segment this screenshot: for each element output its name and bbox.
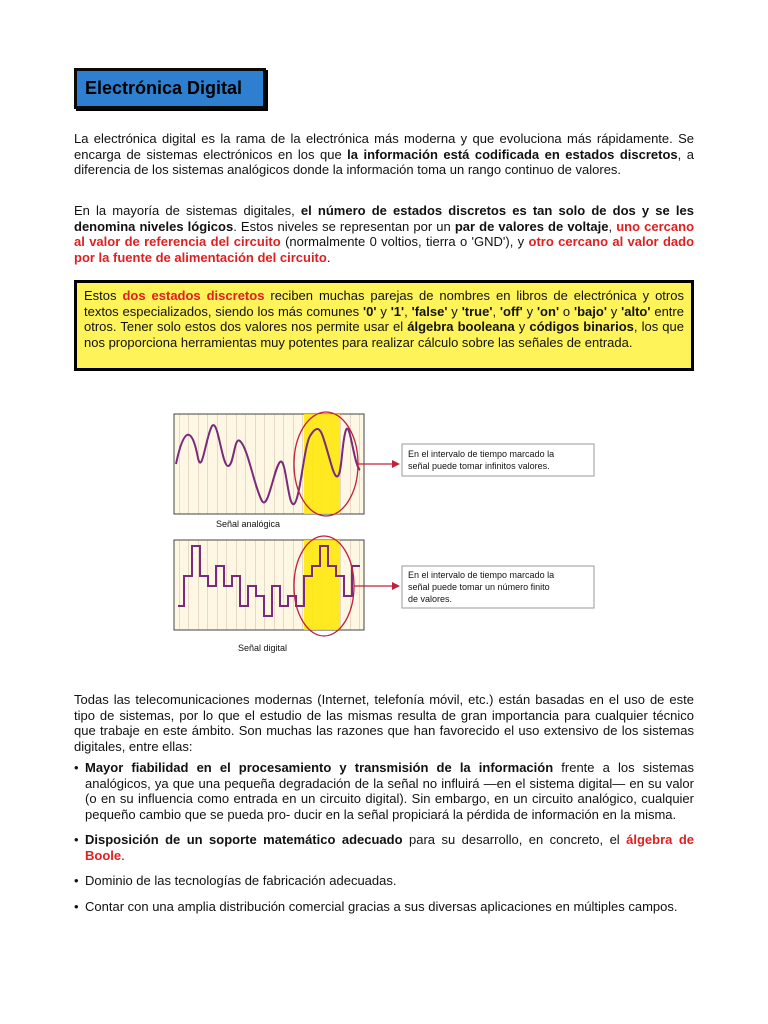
text-bold: Mayor fiabilidad en el procesamiento y transmisión de la información	[85, 760, 554, 775]
digital-caption: Señal digital	[238, 643, 288, 653]
analog-highlight	[304, 414, 340, 514]
text-run: reciben muchas parejas de nombres en libros de electrónica y otros textos especializados, siendo los más comunes	[84, 288, 684, 319]
text-run: y	[522, 303, 537, 319]
analog-note-line: señal puede tomar infinitos valores.	[408, 461, 550, 471]
text-bold: 'alto'	[621, 303, 651, 319]
text-run: .	[326, 249, 331, 265]
digital-note-line: de valores.	[408, 594, 453, 604]
text-run: y	[376, 303, 391, 319]
text-run: , a diferencia de los sistemas analógicos donde la información toma un rango continuo de valores.	[74, 146, 694, 177]
text-bold: Disposición de un soporte matemático adecuado	[85, 832, 403, 847]
text-run: entre otros. Tener solo estos dos valores nos permite usar el	[84, 303, 684, 334]
text-bold: '0'	[363, 303, 377, 319]
text-run: La electrónica digital es la rama de la electrónica más moderna y que evoluciona más rápidamente. Se encarga de sistemas electrónicos en los que	[74, 131, 694, 162]
bullet-icon: •	[74, 832, 79, 847]
callout-box	[74, 280, 694, 371]
text-run: En la mayoría de sistemas digitales,	[74, 203, 301, 218]
text-bold: códigos binarios	[529, 319, 634, 334]
text-run: Dominio de las tecnologías de fabricación adecuadas.	[85, 873, 397, 888]
text-red: álgebra de Boole	[85, 832, 694, 863]
text-red: dos estados discretos	[122, 288, 265, 303]
digital-panel	[174, 536, 594, 653]
text-run: o	[559, 303, 575, 319]
page-title: Electrónica Digital	[85, 78, 243, 98]
text-bold: 'true'	[461, 303, 493, 319]
text-run: (normalmente 0 voltios, tierra o 'GND'), y	[280, 234, 529, 249]
analog-arrowhead	[392, 460, 400, 468]
analog-note-line: En el intervalo de tiempo marcado la	[408, 449, 555, 459]
text-run: para su desarrollo, en concreto, el	[402, 832, 627, 847]
list-item	[74, 832, 694, 863]
digital-highlight	[304, 540, 340, 630]
text-run: frente a los sistemas analógicos, ya que una pequeña degradación de la señal no influirá —en el sistema digital— en su valor (o en su influencia como entrada en un circuito digital). Sin embargo, en un circuito analógico, cualquier pequeño cambio que se pueda pro- ducir en la señal propiciará la pérdida de información en la misma.	[85, 760, 694, 822]
text-bold: 'bajo'	[574, 303, 607, 319]
levels-paragraph	[74, 203, 694, 265]
text-bold: 'off'	[499, 303, 523, 319]
digital-note-line: En el intervalo de tiempo marcado la	[408, 570, 555, 580]
list-item	[74, 760, 694, 822]
digital-note-line: señal puede tomar un número finito	[408, 582, 550, 592]
telecom-paragraph: Todas las telecomunicaciones modernas (Internet, telefonía móvil, etc.) están basadas en el uso de este tipo de sistemas, por lo que el estudio de las mismas resulta de gran importancia para cualquier técnico que trabaje en este ámbito. Son muchas las razones que han favorecido el uso extensivo de los sistemas digitales, entre ellas:	[74, 692, 694, 754]
text-bold: 'on'	[536, 303, 560, 319]
text-bold: la información está codificada en estados discretos	[347, 146, 678, 162]
text-run: ,	[608, 218, 617, 234]
text-bold: álgebra booleana	[407, 319, 515, 334]
text-run: . Estos niveles se representan por un	[233, 218, 455, 234]
analog-panel	[174, 412, 594, 529]
text-bold: '1'	[390, 303, 405, 319]
text-run: Estos	[84, 288, 123, 303]
list-item	[74, 873, 694, 889]
text-run: .	[121, 847, 125, 863]
text-run: y	[514, 319, 530, 334]
bullet-icon: •	[74, 873, 79, 888]
text-bold: par de valores de voltaje	[454, 218, 609, 234]
text-run: y	[447, 303, 462, 319]
bullet-icon: •	[74, 898, 79, 914]
digital-arrowhead	[392, 582, 400, 590]
signal-diagram	[170, 406, 600, 658]
bullet-icon: •	[74, 760, 79, 775]
signal-figure	[170, 406, 600, 663]
text-run: , los que nos proporciona herramientas muy potentes para realizar cálculo sobre las señales de entrada.	[84, 319, 684, 350]
text-run: Contar con una amplia distribución comercial gracias a sus diversas aplicaciones en múltiples campos.	[85, 898, 678, 914]
text-run: y	[606, 303, 622, 319]
list-item	[74, 899, 694, 915]
title-box	[74, 68, 266, 109]
text-bold: el número de estados discretos es tan solo de dos y se les denomina niveles lógicos	[74, 203, 694, 234]
text-red: otro cercano al valor dado por la fuente de alimentación del circuito	[74, 234, 695, 265]
text-run: ,	[404, 303, 412, 319]
analog-caption: Señal analógica	[216, 519, 281, 529]
intro-paragraph	[74, 131, 694, 178]
reasons-list	[74, 760, 694, 924]
text-red: uno cercano al valor de referencia del circuito	[74, 218, 695, 249]
text-bold: 'false'	[411, 303, 448, 319]
text-run: ,	[492, 303, 500, 319]
